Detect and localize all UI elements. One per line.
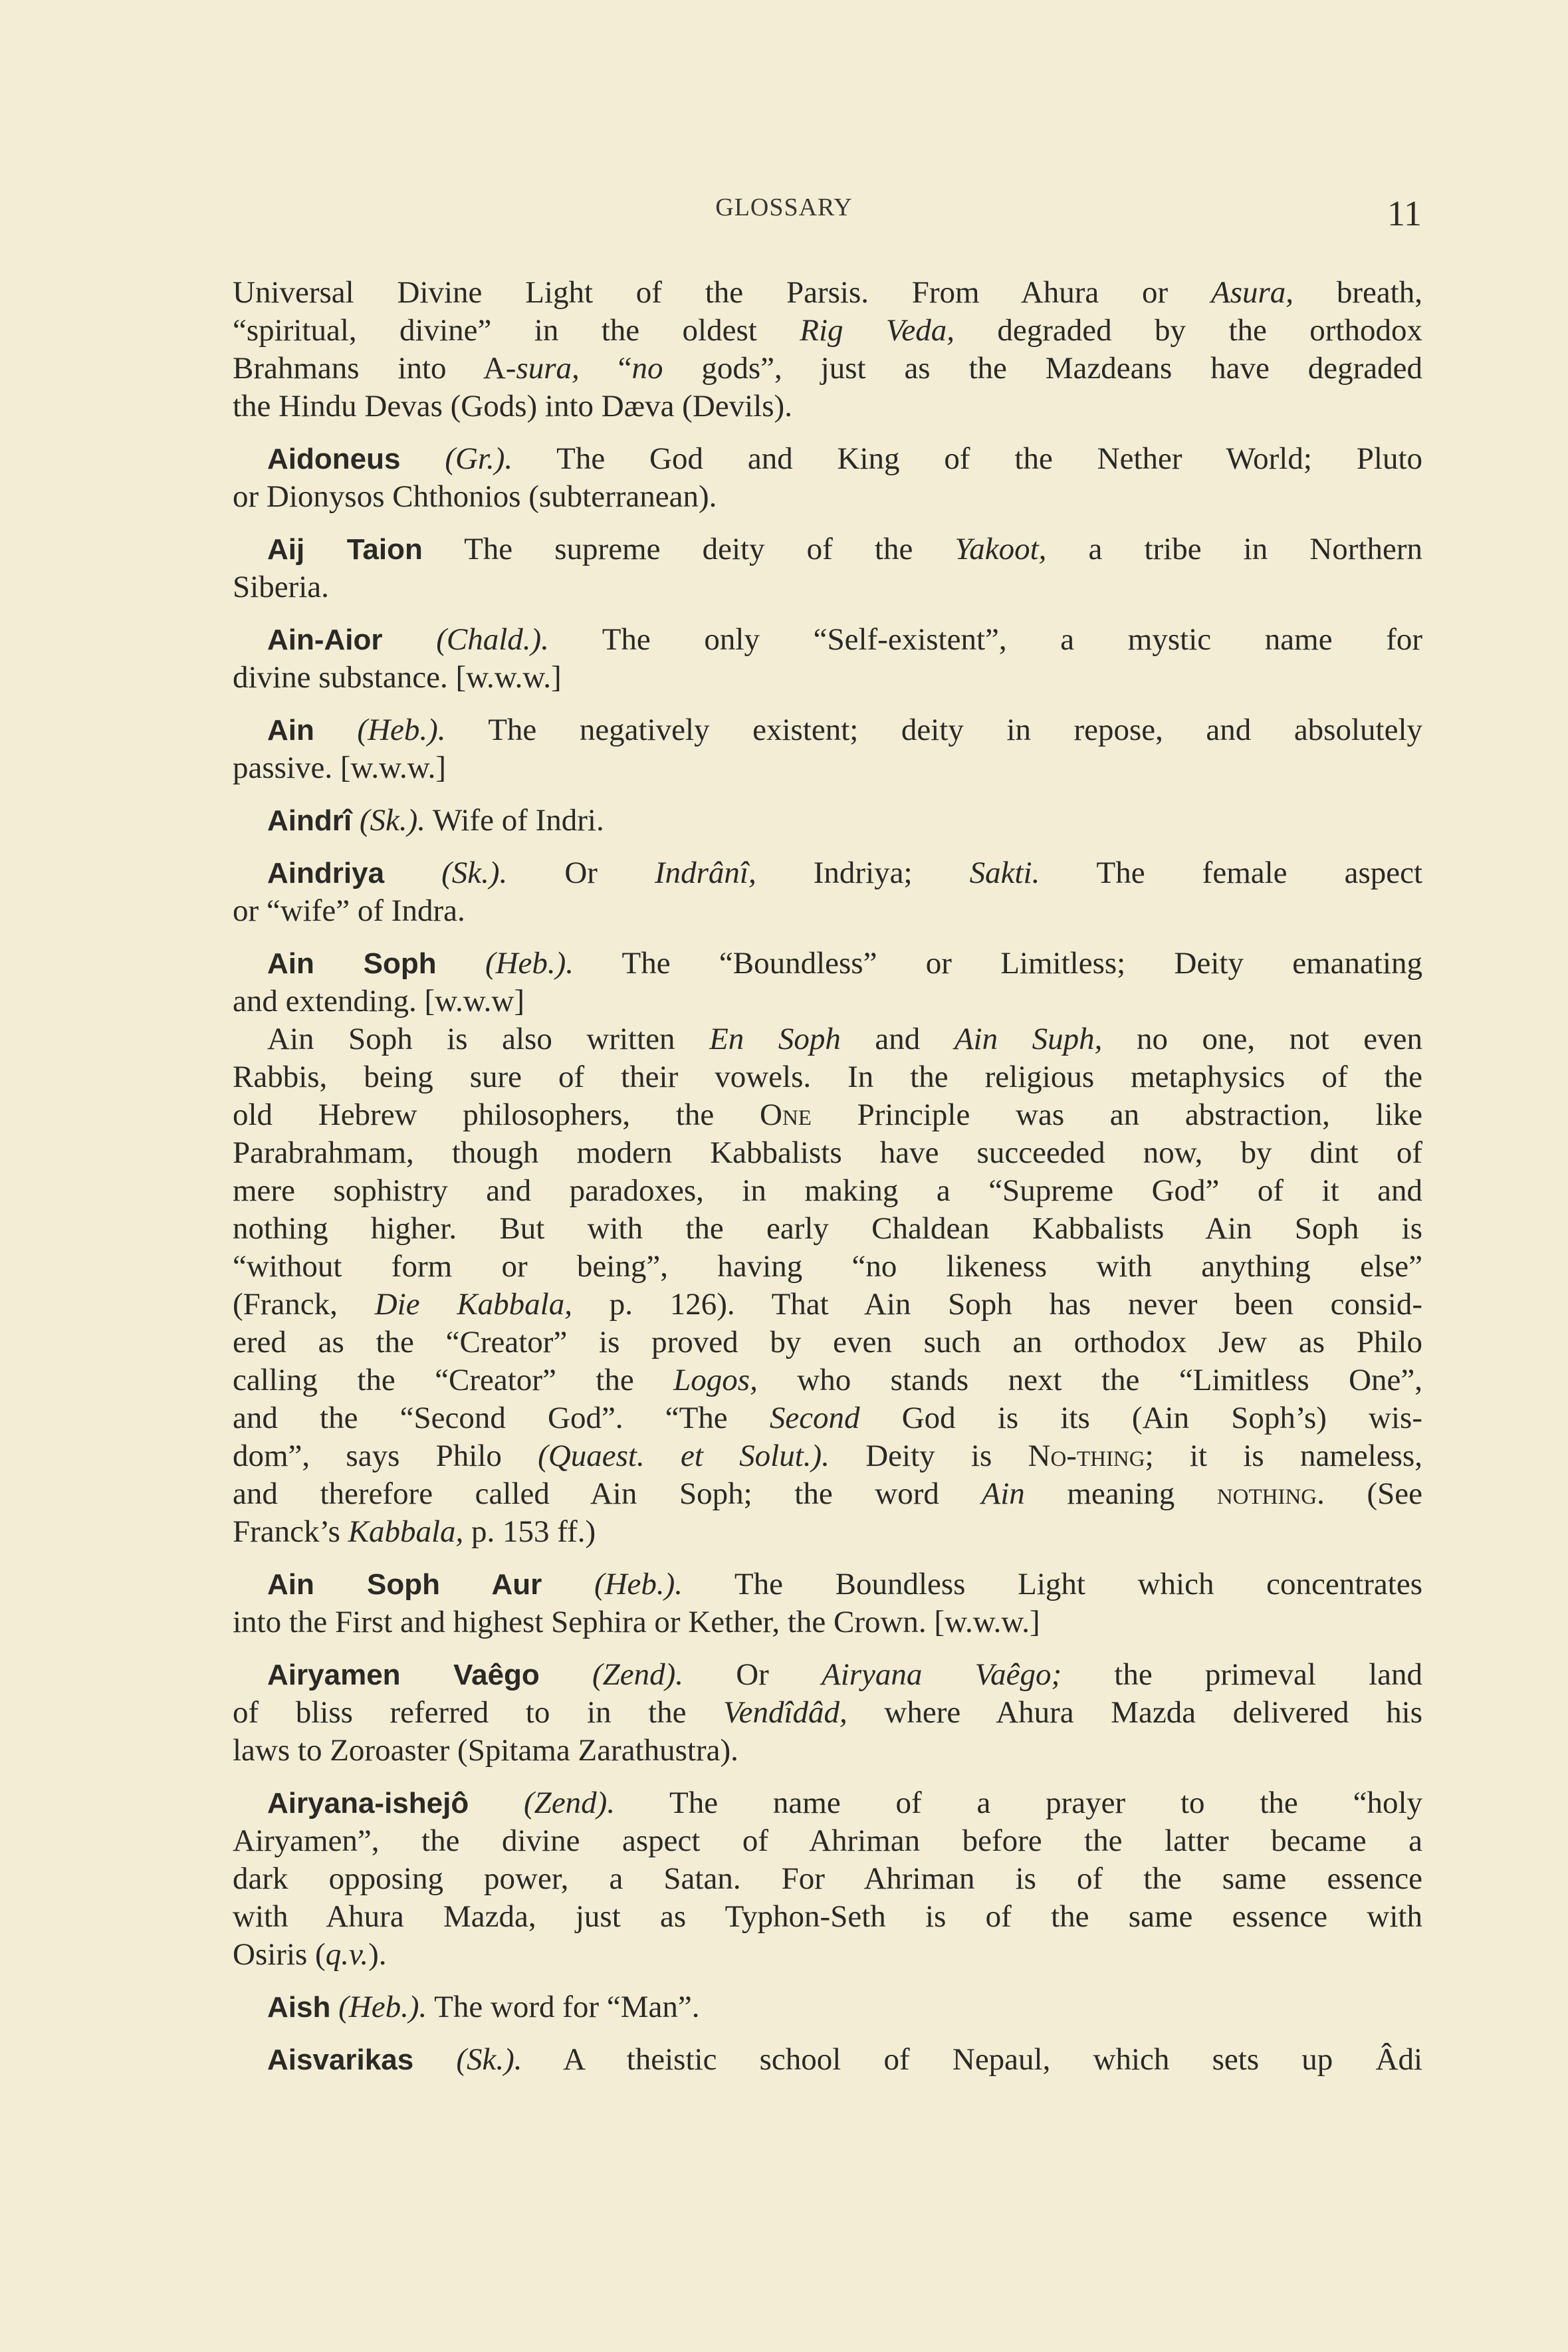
italic-text: (Heb.).	[594, 1567, 683, 1601]
italic-text: (Heb.).	[485, 946, 574, 981]
italic-text: Ain	[981, 1476, 1025, 1511]
text-segment: “without form or being”, having “no likeness with anything else”	[233, 1249, 1422, 1284]
text-line	[233, 1134, 1422, 1172]
text-segment: The female aspect	[1040, 856, 1423, 890]
small-caps-text: No-thing	[1028, 1439, 1145, 1473]
text-segment: The “Boundless” or Limitless; Deity emanating	[574, 946, 1422, 981]
text-line	[233, 530, 1422, 568]
italic-text: (Sk.).	[456, 2042, 522, 2077]
text-line	[233, 1172, 1422, 1210]
italic-text: Sakti.	[969, 856, 1040, 890]
paragraph	[233, 1020, 1422, 1551]
italic-text: Asura,	[1210, 275, 1294, 310]
headword: Aish	[267, 1991, 331, 2024]
headword: Ain Soph Aur	[267, 1568, 542, 1601]
text-segment	[437, 946, 485, 981]
text-segment: ).	[368, 1937, 387, 1972]
small-caps-text: One	[760, 1098, 812, 1132]
italic-text: Vendîdâd,	[723, 1695, 847, 1730]
text-line	[233, 312, 1422, 350]
text-segment: Principle was an abstraction, like	[811, 1098, 1422, 1132]
text-segment: Universal Divine Light of the Parsis. From Ahura or	[233, 275, 1211, 310]
italic-text: Kabbala,	[348, 1514, 464, 1549]
text-segment	[400, 441, 445, 476]
text-segment: a tribe in Northern	[1046, 532, 1422, 566]
glossary-entry	[233, 1784, 1422, 1974]
text-segment: who stands next the “Limitless One”,	[757, 1363, 1422, 1397]
text-line	[233, 1732, 1422, 1770]
text-line	[233, 274, 1422, 312]
text-segment: into the First and highest Sephira or Kether, the Crown. [w.w.w.]	[233, 1605, 1040, 1639]
italic-text: Rig Veda,	[800, 313, 955, 348]
text-segment: mere sophistry and paradoxes, in making a “Supreme God” of it and	[233, 1173, 1422, 1208]
glossary-entry	[233, 2041, 1422, 2079]
headword: Ain-Aior	[267, 624, 383, 656]
headword: Airyana-ishejô	[267, 1787, 469, 1820]
text-segment: Ain Soph is also written	[267, 1022, 710, 1056]
text-segment: The name of a prayer to the “holy	[615, 1786, 1422, 1820]
glossary-entry	[233, 1988, 1422, 2026]
paragraph	[233, 945, 1422, 1020]
text-segment: The only “Self-existent”, a mystic name for	[548, 622, 1422, 657]
glossary-entry	[233, 1656, 1422, 1770]
headword: Airyamen Vaêgo	[267, 1659, 540, 1691]
glossary-entry	[233, 711, 1422, 787]
text-line	[233, 1096, 1422, 1134]
glossary-entry	[233, 1566, 1422, 1641]
text-segment	[330, 1990, 338, 2024]
paragraph	[233, 274, 1422, 425]
paragraph	[233, 1784, 1422, 1974]
text-segment	[383, 622, 437, 657]
text-segment: and the “Second God”. “The	[233, 1401, 770, 1435]
text-segment: The supreme deity of the	[422, 532, 955, 566]
text-segment: meaning	[1024, 1476, 1217, 1511]
text-line	[233, 983, 1422, 1020]
text-segment: or Dionysos Chthonios (subterranean).	[233, 479, 717, 514]
text-segment: ; it is nameless,	[1145, 1439, 1422, 1473]
text-segment: Siberia.	[233, 570, 329, 604]
text-line	[233, 440, 1422, 478]
text-line	[233, 1020, 1422, 1058]
text-line	[233, 945, 1422, 983]
text-segment: no one, not even	[1102, 1022, 1422, 1056]
text-segment: calling the “Creator” the	[233, 1363, 674, 1397]
text-line	[233, 1324, 1422, 1361]
headword: Ain	[267, 714, 314, 747]
text-segment: Parabrahmam, though modern Kabbalists have succeeded now, by dint of	[233, 1135, 1422, 1170]
text-segment: p. 126). That Ain Soph has never been consid-	[572, 1287, 1422, 1322]
text-segment: The God and King of the Nether World; Pluto	[512, 441, 1423, 476]
paragraph	[233, 440, 1422, 516]
text-line	[233, 1513, 1422, 1551]
text-segment	[352, 803, 360, 838]
text-line	[233, 568, 1422, 606]
text-segment: the Hindu Devas (Gods) into Dæva (Devils).	[233, 389, 792, 423]
text-segment: Rabbis, being sure of their vowels. In the religious metaphysics of the	[233, 1060, 1422, 1094]
text-segment: breath,	[1293, 275, 1422, 310]
text-segment: Or	[683, 1657, 822, 1692]
text-line	[233, 1936, 1422, 1974]
glossary-entry	[233, 945, 1422, 1551]
text-line	[233, 1399, 1422, 1437]
italic-text: no	[631, 351, 663, 386]
page-number: 11	[1387, 193, 1422, 233]
headword: Aindriya	[267, 857, 385, 889]
headword: Aisvarikas	[267, 2044, 414, 2076]
paragraph	[233, 621, 1422, 697]
text-line	[233, 802, 1422, 840]
italic-text: (Chald.).	[436, 622, 549, 657]
paragraph	[233, 1988, 1422, 2026]
paragraph	[233, 854, 1422, 930]
italic-text: (Gr.).	[445, 441, 513, 476]
text-segment: or “wife” of Indra.	[233, 893, 465, 928]
italic-text: (Heb.).	[357, 713, 446, 747]
italic-text: (Sk.).	[359, 803, 426, 838]
text-segment: (See	[1324, 1476, 1422, 1511]
headword: Aidoneus	[267, 443, 401, 475]
italic-text: (Quaest. et Solut.).	[538, 1439, 830, 1473]
text-segment: laws to Zoroaster (Spitama Zarathustra).	[233, 1733, 738, 1768]
text-segment: Franck’s	[233, 1514, 348, 1549]
text-line	[233, 1475, 1422, 1513]
italic-text: (Heb.).	[338, 1990, 427, 2024]
italic-text: Second	[769, 1401, 860, 1435]
small-caps-text: nothing.	[1216, 1476, 1325, 1511]
glossary-entry	[233, 530, 1422, 606]
text-line	[233, 1603, 1422, 1641]
paragraph	[233, 2041, 1422, 2079]
italic-text: Indrânî,	[654, 856, 756, 890]
text-segment: Osiris (	[233, 1937, 326, 1972]
text-segment: Indriya;	[756, 856, 970, 890]
text-segment	[384, 856, 441, 890]
italic-text: (Zend).	[524, 1786, 616, 1820]
text-line	[233, 478, 1422, 516]
text-segment: of bliss referred to in the	[233, 1695, 724, 1730]
text-segment: nothing higher. But with the early Chaldean Kabbalists Ain Soph is	[233, 1211, 1422, 1246]
text-line	[233, 1210, 1422, 1248]
text-segment: old Hebrew philosophers, the	[233, 1098, 760, 1132]
italic-text: Yakoot,	[954, 532, 1047, 566]
italic-text: Airyana Vaêgo;	[822, 1657, 1062, 1692]
text-segment: Or	[507, 856, 655, 890]
text-segment: and extending. [w.w.w]	[233, 984, 524, 1018]
text-segment: dark opposing power, a Satan. For Ahriman is of the same essence	[233, 1861, 1422, 1896]
text-line	[233, 1437, 1422, 1475]
italic-text: Die Kabbala,	[374, 1287, 572, 1322]
text-line	[233, 2041, 1422, 2079]
paragraph	[233, 802, 1422, 840]
glossary-entry	[233, 621, 1422, 697]
paragraph	[233, 530, 1422, 606]
text-line	[233, 1058, 1422, 1096]
text-segment: with Ahura Mazda, just as Typhon-Seth is of the same essence with	[233, 1899, 1422, 1934]
italic-text: q.v.	[325, 1937, 369, 1972]
text-segment	[542, 1567, 594, 1601]
text-segment: p. 153 ff.)	[463, 1514, 596, 1549]
paragraph	[233, 1656, 1422, 1770]
text-line	[233, 1822, 1422, 1860]
text-line	[233, 1784, 1422, 1822]
italic-text: (Sk.).	[441, 856, 508, 890]
text-line	[233, 1566, 1422, 1603]
text-line	[233, 1694, 1422, 1732]
text-segment: God is its (Ain Soph’s) wis-	[859, 1401, 1422, 1435]
text-line	[233, 1361, 1422, 1399]
text-line	[233, 1248, 1422, 1286]
glossary-entry	[233, 854, 1422, 930]
italic-text: sura,	[516, 351, 580, 386]
paragraph	[233, 1566, 1422, 1641]
glossary-entry	[233, 274, 1422, 425]
text-line	[233, 892, 1422, 930]
headword: Ain Soph	[267, 947, 437, 980]
text-segment: passive. [w.w.w.]	[233, 751, 447, 785]
text-line	[233, 854, 1422, 892]
text-segment: A theistic school of Nepaul, which sets up Âdi	[522, 2042, 1422, 2077]
italic-text: (Zend).	[592, 1657, 684, 1692]
text-segment: and	[840, 1022, 954, 1056]
text-segment: “	[579, 351, 632, 386]
text-line	[233, 1988, 1422, 2026]
glossary-entry	[233, 440, 1422, 516]
running-head: GLOSSARY	[715, 193, 853, 221]
text-segment: Airyamen”, the divine aspect of Ahriman before the latter became a	[233, 1823, 1422, 1858]
text-line	[233, 1898, 1422, 1936]
text-segment: (Franck,	[233, 1287, 375, 1322]
glossary-entry	[233, 802, 1422, 840]
text-line	[233, 1286, 1422, 1324]
text-segment: The word for “Man”.	[427, 1990, 700, 2024]
text-line	[233, 1860, 1422, 1898]
text-segment	[314, 713, 358, 747]
text-segment	[469, 1786, 524, 1820]
text-segment: gods”, just as the Mazdeans have degraded	[663, 351, 1422, 386]
text-segment: ered as the “Creator” is proved by even such an orthodox Jew as Philo	[233, 1325, 1422, 1359]
glossary-body	[233, 274, 1422, 2079]
italic-text: Logos,	[673, 1363, 758, 1397]
headword: Aindrî	[267, 804, 352, 837]
text-segment: degraded by the orthodox	[954, 313, 1422, 348]
paragraph	[233, 711, 1422, 787]
text-segment: divine substance. [w.w.w.]	[233, 660, 562, 695]
text-segment: “spiritual, divine” in the oldest	[233, 313, 800, 348]
text-line	[233, 659, 1422, 697]
text-segment: the primeval land	[1062, 1657, 1423, 1692]
text-line	[233, 388, 1422, 425]
text-line	[233, 621, 1422, 659]
italic-text: Ain Suph,	[954, 1022, 1103, 1056]
text-segment: The negatively existent; deity in repose, and absolutely	[445, 713, 1422, 747]
text-segment: dom”, says Philo	[233, 1439, 538, 1473]
text-segment	[413, 2042, 456, 2077]
text-segment: The Boundless Light which concentrates	[683, 1567, 1423, 1601]
text-segment: Deity is	[829, 1439, 1028, 1473]
text-line	[233, 749, 1422, 787]
text-line	[233, 711, 1422, 749]
text-line	[233, 1656, 1422, 1694]
text-line	[233, 350, 1422, 388]
text-segment: where Ahura Mazda delivered his	[847, 1695, 1422, 1730]
text-segment: Wife of Indri.	[425, 803, 604, 838]
text-segment	[540, 1657, 592, 1692]
text-segment: and therefore called Ain Soph; the word	[233, 1476, 982, 1511]
italic-text: En Soph	[709, 1022, 841, 1056]
headword: Aij Taion	[267, 533, 423, 566]
text-segment: Brahmans into A-	[233, 351, 516, 386]
